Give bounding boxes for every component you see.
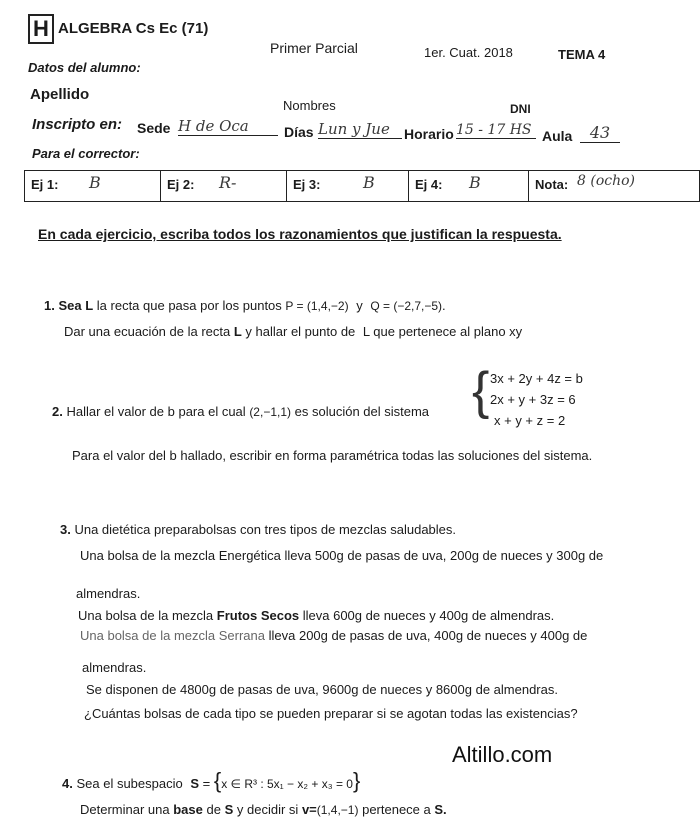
exercise-2-line-1	[52, 404, 429, 419]
tema-letter-box: H	[28, 14, 54, 44]
grade-mark-ej2: R-	[219, 173, 237, 192]
course-title: ALGEBRA Cs Ec (71)	[58, 20, 209, 37]
ex1-line2-a: Dar una ecuación de la recta	[64, 324, 231, 339]
system-brace: {	[472, 362, 490, 420]
ex1-sea-l: Sea L	[58, 298, 94, 313]
exercise-3-line-7: Se disponen de 4800g de pasas de uva, 9600g de nueces y 8600g de almendras.	[86, 682, 558, 697]
exercise-2-line-2: Para el valor del b hallado, escribir en forma paramétrica todas las soluciones del sistema.	[72, 448, 593, 463]
grade-cell-ej4	[409, 171, 529, 201]
apellido-label: Apellido	[30, 86, 90, 103]
student-section-label: Datos del alumno:	[28, 60, 141, 75]
equation-2: 2x + y + 3z = 6	[490, 392, 576, 407]
ex4-line2-h: pertenece a	[362, 802, 431, 817]
grade-label-nota: Nota:	[535, 177, 569, 192]
ex4-line2-s: S	[224, 802, 234, 817]
dias-value: Lun y Jue	[318, 120, 402, 139]
dias-label: Días	[284, 124, 314, 140]
horario-label: Horario	[404, 126, 454, 142]
ex1-point-p: P = (1,4,−2)	[285, 299, 349, 313]
sede-value: H de Oca	[178, 117, 278, 136]
ex4-eq: =	[202, 776, 211, 791]
ex4-s: S	[190, 776, 200, 791]
grade-mark-ej1: B	[89, 173, 101, 192]
tema-label: TEMA 4	[558, 47, 606, 62]
grade-cell-ej2	[161, 171, 287, 201]
ex1-line2-d: que pertenece al plano xy	[373, 324, 523, 339]
exercise-3-line-5	[80, 628, 587, 643]
grade-cell-nota	[529, 171, 699, 201]
grade-mark-ej4: B	[469, 173, 481, 192]
ex3-line4-a: Una bolsa de la mezcla	[78, 608, 214, 623]
grading-table	[24, 170, 700, 202]
exercise-3-line-2: Una bolsa de la mezcla Energética lleva 500g de pasas de uva, 200g de nueces y 300g de	[80, 548, 604, 563]
equation-1: 3x + 2y + 4z = b	[490, 371, 583, 386]
ex1-line2-l: L	[233, 324, 242, 339]
grade-cell-ej1	[25, 171, 161, 201]
ex3-intro: Una dietética preparabolsas con tres tipos de mezclas saludables.	[74, 522, 457, 537]
equation-3: x + y + z = 2	[494, 413, 566, 428]
ex1-number: 1.	[44, 298, 55, 313]
exercise-1-line-1	[44, 298, 446, 313]
exercise-1-line-2	[64, 324, 522, 339]
ex4-line2-e: y decidir si	[236, 802, 299, 817]
ex3-line4-c: lleva 600g de nueces y 400g de almendras.	[302, 608, 555, 623]
ex3-line5-b: lleva 200g de pasas de uva, 400g de nueces y 400g de	[268, 628, 588, 643]
inscripto-label: Inscripto en:	[32, 116, 123, 133]
exam-name: Primer Parcial	[270, 40, 358, 56]
grade-label-ej2: Ej 2:	[167, 177, 195, 192]
ex1-point-q: Q = (−2,7,−5)	[370, 299, 443, 313]
ex4-line2-vector: (1,4,−1)	[316, 803, 359, 817]
ex2-point: (2,−1,1)	[249, 405, 292, 419]
ex4-set-close: }	[352, 768, 361, 793]
grade-label-ej3: Ej 3:	[293, 177, 321, 192]
corrector-label: Para el corrector:	[32, 146, 140, 161]
exercise-3-line-3: almendras.	[76, 586, 141, 601]
equation-system	[490, 368, 583, 431]
grade-label-ej1: Ej 1:	[31, 177, 59, 192]
exercise-3-line-1	[60, 522, 456, 537]
instructions: En cada ejercicio, escriba todos los razonamientos que justifican la respuesta.	[38, 226, 562, 242]
grade-label-ej4: Ej 4:	[415, 177, 443, 192]
aula-value: 43	[580, 123, 620, 143]
ex2-text-b: es solución del sistema	[294, 404, 430, 419]
exercise-3-line-8: ¿Cuántas bolsas de cada tipo se pueden preparar si se agotan todas las existencias?	[84, 706, 578, 721]
ex4-text-a: Sea el subespacio	[76, 776, 183, 791]
ex4-number: 4.	[62, 776, 73, 791]
altillo-watermark: Altillo.com	[452, 742, 553, 767]
horario-value: 15 - 17 HS	[456, 122, 536, 139]
dni-label: DNI	[510, 102, 531, 116]
sede-label: Sede	[137, 120, 171, 136]
ex4-set-open: {	[213, 768, 222, 793]
ex4-line2-v: v=	[301, 802, 317, 817]
ex3-number: 3.	[60, 522, 71, 537]
ex4-line2-de: de	[206, 802, 221, 817]
term-label: 1er. Cuat. 2018	[424, 45, 513, 60]
ex4-line2-s-end: S.	[434, 802, 447, 817]
ex1-line2-c: L	[362, 324, 370, 339]
ex1-text: la recta que pasa por los puntos	[96, 298, 282, 313]
ex1-y: y	[356, 298, 363, 313]
nombres-label: Nombres	[283, 98, 336, 113]
ex2-text-a: Hallar el valor de b para el cual	[66, 404, 246, 419]
ex3-line4-b: Frutos Secos	[216, 608, 300, 623]
ex3-line5-a: Una bolsa de la mezcla Serrana	[80, 628, 265, 643]
ex4-set-body: x ∈ R³ : 5x₁ − x₂ + x₃ = 0	[221, 777, 353, 791]
exercise-4-line-2	[80, 802, 447, 817]
grade-mark-nota: 8 (ocho)	[577, 173, 635, 189]
ex4-line2-base: base	[173, 802, 203, 817]
grade-cell-ej3	[287, 171, 409, 201]
ex4-line2-a: Determinar una	[80, 802, 170, 817]
exercise-3-line-4	[78, 608, 554, 623]
grade-mark-ej3: B	[363, 173, 375, 192]
aula-label: Aula	[542, 128, 573, 144]
ex1-dot: .	[442, 298, 446, 313]
exercise-4-line-1	[62, 768, 360, 794]
ex2-number: 2.	[52, 404, 63, 419]
ex1-line2-b: y hallar el punto de	[245, 324, 356, 339]
exercise-3-line-6: almendras.	[82, 660, 147, 675]
